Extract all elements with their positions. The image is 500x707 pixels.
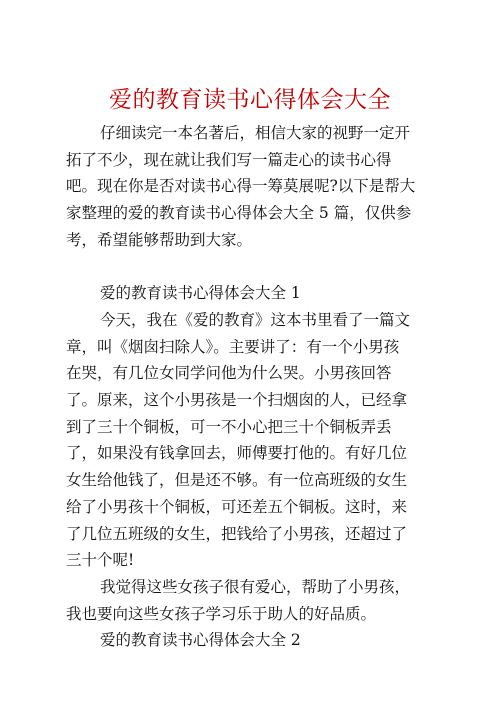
paragraph-line: 给了小男孩十个铜板，可还差五个铜板。这时，来 <box>66 497 408 516</box>
paragraph-line: 了几位五班级的女生，把钱给了小男孩，还超过了 <box>66 524 408 543</box>
paragraph-line: 家整理的爱的教育读书心得体会大全 5 篇，仅供参 <box>66 204 412 223</box>
blank-line <box>66 254 436 281</box>
paragraph-line: 了，如果没有钱拿回去，师傅要打他的。有好几位 <box>66 444 408 463</box>
paragraph-line: 三十个呢! <box>66 551 135 570</box>
paragraph-line: 考，希望能够帮助到大家。 <box>66 230 253 249</box>
paragraph-line: 到了三十个铜板，可一不小心把三十个铜板弄丢 <box>66 417 392 436</box>
section-heading: 爱的教育读书心得体会大全 2 <box>100 631 301 650</box>
document-body <box>66 120 436 654</box>
paragraph-line: 女生给他钱了，但是还不够。有一位高班级的女生 <box>66 471 408 490</box>
document-title: 爱的教育读书心得体会大全 <box>109 87 391 113</box>
paragraph-line: 今天，我在《爱的教育》这本书里看了一篇文 <box>100 310 411 329</box>
paragraph-line: 我也要向这些女孩子学习乐于助人的好品质。 <box>66 604 377 623</box>
paragraph-line: 我觉得这些女孩子很有爱心，帮助了小男孩， <box>100 577 411 596</box>
paragraph-line: 吧。现在你是否对读书心得一筹莫展呢?以下是帮大 <box>66 177 416 196</box>
paragraph-line: 在哭，有几位女同学问他为什么哭。小男孩回答 <box>66 364 392 383</box>
paragraph-line: 了。原来，这个小男孩是一个扫烟囱的人，已经拿 <box>66 391 408 410</box>
paragraph-line: 仔细读完一本名著后，相信大家的视野一定开 <box>100 124 411 142</box>
section-heading: 爱的教育读书心得体会大全 1 <box>100 284 301 303</box>
paragraph-line: 拓了不少，现在就让我们写一篇走心的读书心得 <box>66 150 392 169</box>
paragraph-line: 章，叫《烟囱扫除人》。主要讲了：有一个小男孩 <box>66 337 400 356</box>
